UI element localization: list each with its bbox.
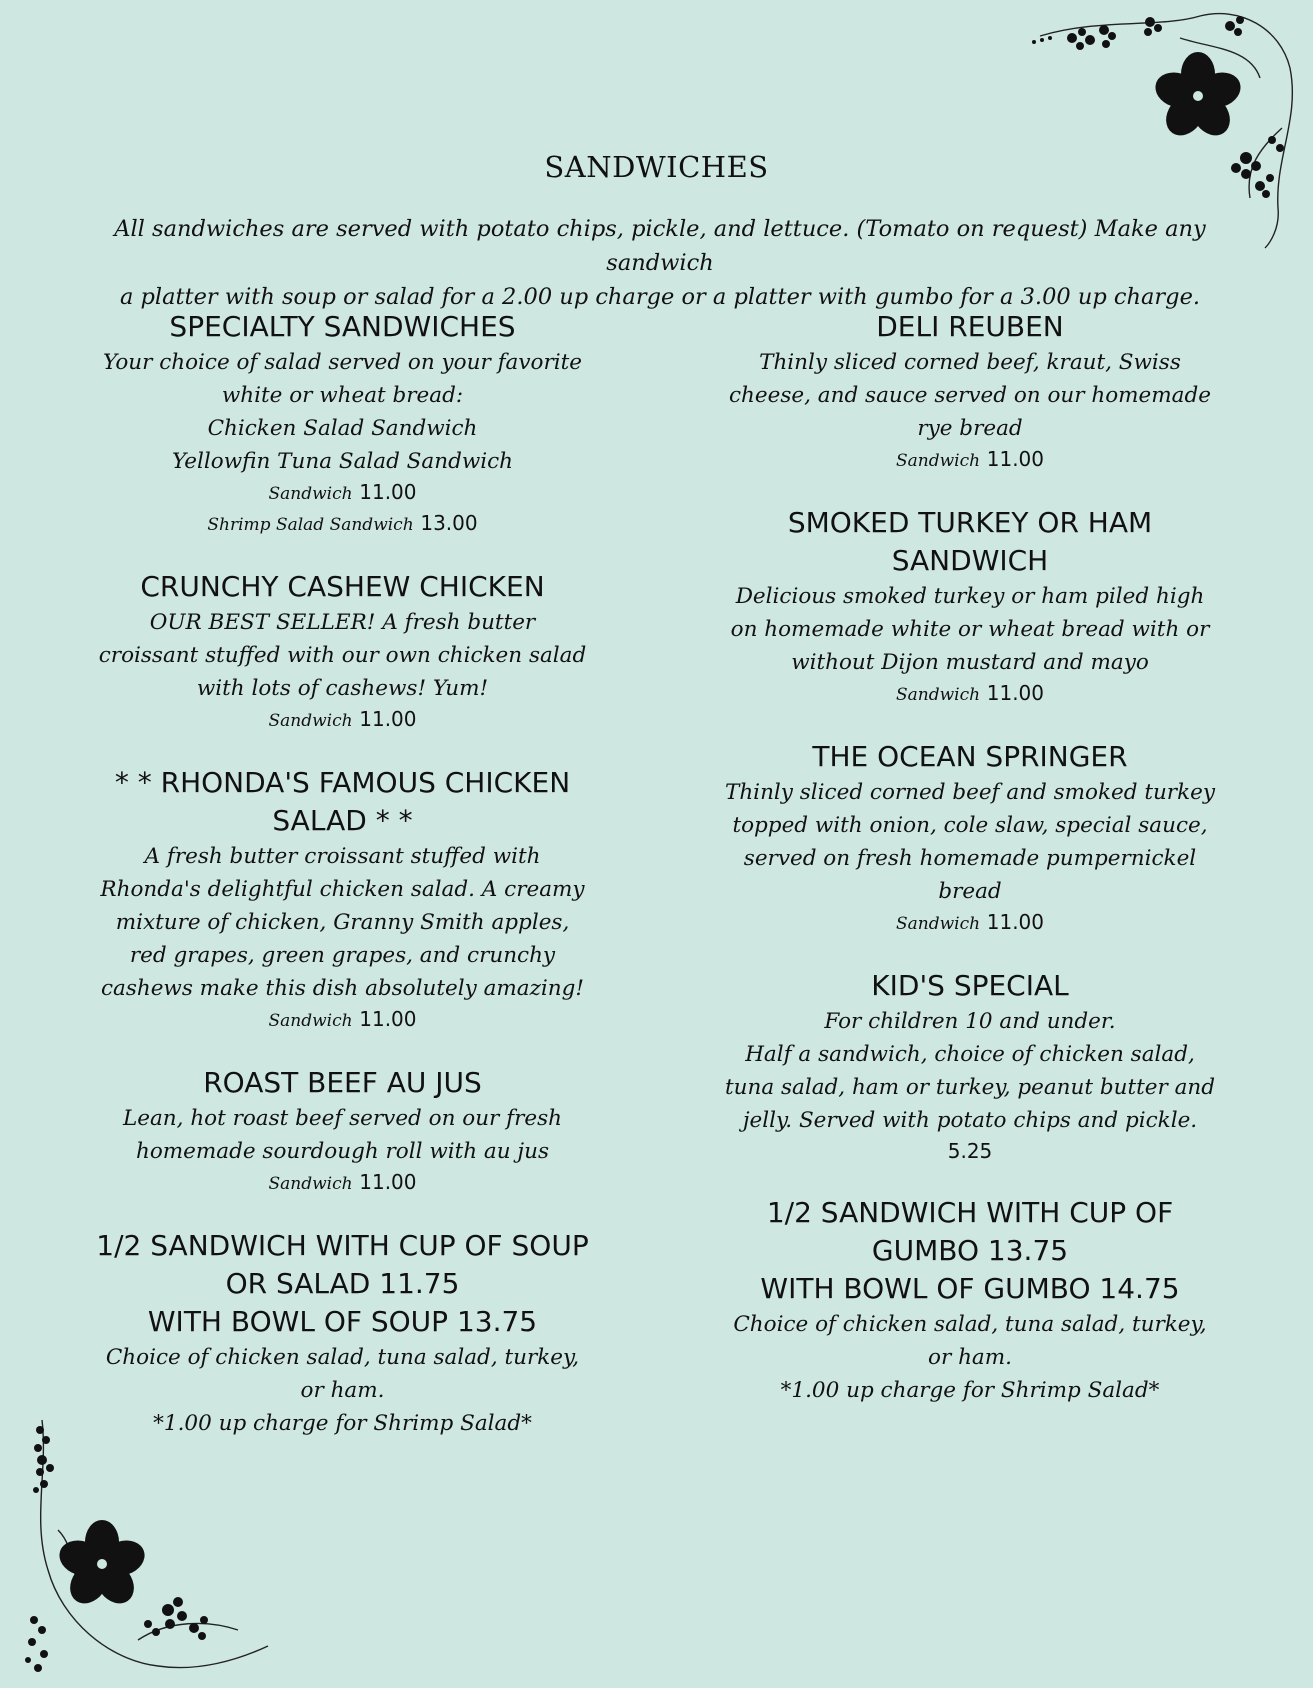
item-price — [700, 908, 1240, 939]
item-description: homemade sourdough roll with au jus — [136, 1139, 549, 1164]
item-description: Lean, hot roast beef served on our fresh — [122, 1106, 563, 1131]
hibiscus-icon — [1151, 52, 1245, 143]
item-price — [700, 679, 1240, 710]
item-title: OR SALAD 11.75 — [225, 1267, 460, 1300]
menu-item-cashew — [70, 568, 615, 736]
item-price — [70, 478, 615, 509]
item-title: CRUNCHY CASHEW CHICKEN — [140, 570, 545, 603]
price-label: Sandwich — [268, 484, 353, 504]
item-description: Choice of chicken salad, tuna salad, turkey, — [105, 1345, 580, 1370]
menu-item-half-gumbo — [700, 1194, 1240, 1407]
item-description: tuna salad, ham or turkey, peanut butter and — [724, 1075, 1215, 1100]
item-price — [700, 445, 1240, 476]
item-description: Delicious smoked turkey or ham piled high — [735, 584, 1205, 609]
item-option: Yellowfin Tuna Salad Sandwich — [171, 449, 514, 474]
intro-line: a platter with soup or salad for a 2.00 up charge or a platter with gumbo for a 3.00 up charge. — [119, 284, 1201, 310]
menu-item-rhonda — [70, 764, 615, 1036]
item-title: ROAST BEEF AU JUS — [203, 1066, 482, 1099]
item-title: DELI REUBEN — [876, 310, 1064, 343]
price-value: 11.00 — [986, 681, 1045, 705]
item-title: WITH BOWL OF SOUP 13.75 — [147, 1305, 538, 1338]
menu-item-roast-beef — [70, 1064, 615, 1199]
item-description: rye bread — [917, 416, 1023, 441]
item-description: served on fresh homemade pumpernickel — [743, 846, 1197, 871]
item-title: SMOKED TURKEY OR HAM — [787, 506, 1153, 539]
item-description: topped with onion, cole slaw, special sauce, — [732, 813, 1208, 838]
menu-item-ocean-springer — [700, 738, 1240, 939]
price-label: Sandwich — [895, 685, 981, 705]
item-title: SANDWICH — [891, 544, 1049, 577]
menu-item-reuben — [700, 308, 1240, 476]
item-price — [70, 509, 615, 540]
intro-line: All sandwiches are served with potato chips, pickle, and lettuce. (Tomato on request) Make any sandwich — [114, 216, 1206, 276]
item-title: KID'S SPECIAL — [871, 969, 1069, 1002]
item-description: Choice of chicken salad, tuna salad, turkey, — [733, 1312, 1207, 1337]
item-title: 1/2 SANDWICH WITH CUP OF — [766, 1196, 1174, 1229]
item-description: or ham. — [928, 1345, 1012, 1370]
right-column — [700, 308, 1240, 1435]
item-note: *1.00 up charge for Shrimp Salad* — [780, 1378, 1160, 1403]
item-description: red grapes, green grapes, and crunchy — [129, 943, 556, 968]
item-title: * * RHONDA'S FAMOUS CHICKEN — [114, 766, 571, 799]
hibiscus-icon — [55, 1520, 149, 1611]
item-description: croissant stuffed with our own chicken salad — [98, 643, 587, 668]
item-description: OUR BEST SELLER! A fresh butter — [149, 610, 536, 635]
item-price — [700, 1137, 1240, 1166]
item-description: cheese, and sauce served on our homemade — [729, 383, 1211, 408]
item-title: WITH BOWL OF GUMBO 14.75 — [760, 1272, 1180, 1305]
item-description: Rhonda's delightful chicken salad. A creamy — [100, 877, 585, 902]
price-value: 11.00 — [986, 447, 1045, 471]
menu-item-half-soup — [70, 1227, 615, 1440]
price-label: Sandwich — [895, 451, 981, 471]
item-title: SPECIALTY SANDWICHES — [169, 310, 516, 343]
item-description: on homemade white or wheat bread with or — [730, 617, 1210, 642]
item-note: *1.00 up charge for Shrimp Salad* — [153, 1411, 532, 1436]
page-title: SANDWICHES — [544, 150, 769, 184]
item-description: For children 10 and under. — [824, 1009, 1116, 1034]
price-value: 11.00 — [359, 1170, 417, 1194]
item-description: A fresh butter croissant stuffed with — [144, 844, 541, 869]
menu-item-turkey-ham — [700, 504, 1240, 710]
item-description: or ham. — [300, 1378, 385, 1403]
item-description: jelly. Served with potato chips and pickle. — [742, 1108, 1198, 1133]
price-value: 5.25 — [947, 1139, 993, 1163]
item-price — [70, 1168, 615, 1199]
item-price — [70, 705, 615, 736]
item-description: without Dijon mustard and mayo — [791, 650, 1149, 675]
price-label: Sandwich — [268, 1011, 353, 1031]
intro-text — [60, 212, 1260, 314]
item-description: white or wheat bread: — [221, 383, 464, 408]
price-value: 13.00 — [420, 511, 478, 535]
item-title: THE OCEAN SPRINGER — [812, 740, 1128, 773]
price-value: 11.00 — [986, 910, 1045, 934]
item-description: with lots of cashews! Yum! — [196, 676, 489, 701]
item-title: SALAD * * — [272, 804, 413, 837]
price-value: 11.00 — [359, 1007, 417, 1031]
price-label: Shrimp Salad Sandwich — [207, 515, 414, 535]
item-description: Your choice of salad served on your favorite — [103, 350, 582, 375]
price-value: 11.00 — [359, 480, 417, 504]
price-label: Sandwich — [895, 914, 981, 934]
price-value: 11.00 — [359, 707, 417, 731]
item-description: Thinly sliced corned beef, kraut, Swiss — [759, 350, 1181, 375]
item-price — [70, 1005, 615, 1036]
item-description: bread — [938, 879, 1002, 904]
item-description: mixture of chicken, Granny Smith apples, — [115, 910, 570, 935]
item-description: Half a sandwich, choice of chicken salad, — [745, 1042, 1195, 1067]
menu-item-specialty — [70, 308, 615, 540]
item-description: Thinly sliced corned beef and smoked turkey — [725, 780, 1215, 805]
price-label: Sandwich — [268, 711, 353, 731]
left-column — [70, 308, 615, 1468]
item-title: GUMBO 13.75 — [871, 1234, 1069, 1267]
item-option: Chicken Salad Sandwich — [207, 416, 478, 441]
item-description: cashews make this dish absolutely amazing! — [100, 976, 585, 1001]
item-title: 1/2 SANDWICH WITH CUP OF SOUP — [96, 1229, 589, 1262]
menu-item-kids — [700, 967, 1240, 1166]
price-label: Sandwich — [268, 1174, 353, 1194]
